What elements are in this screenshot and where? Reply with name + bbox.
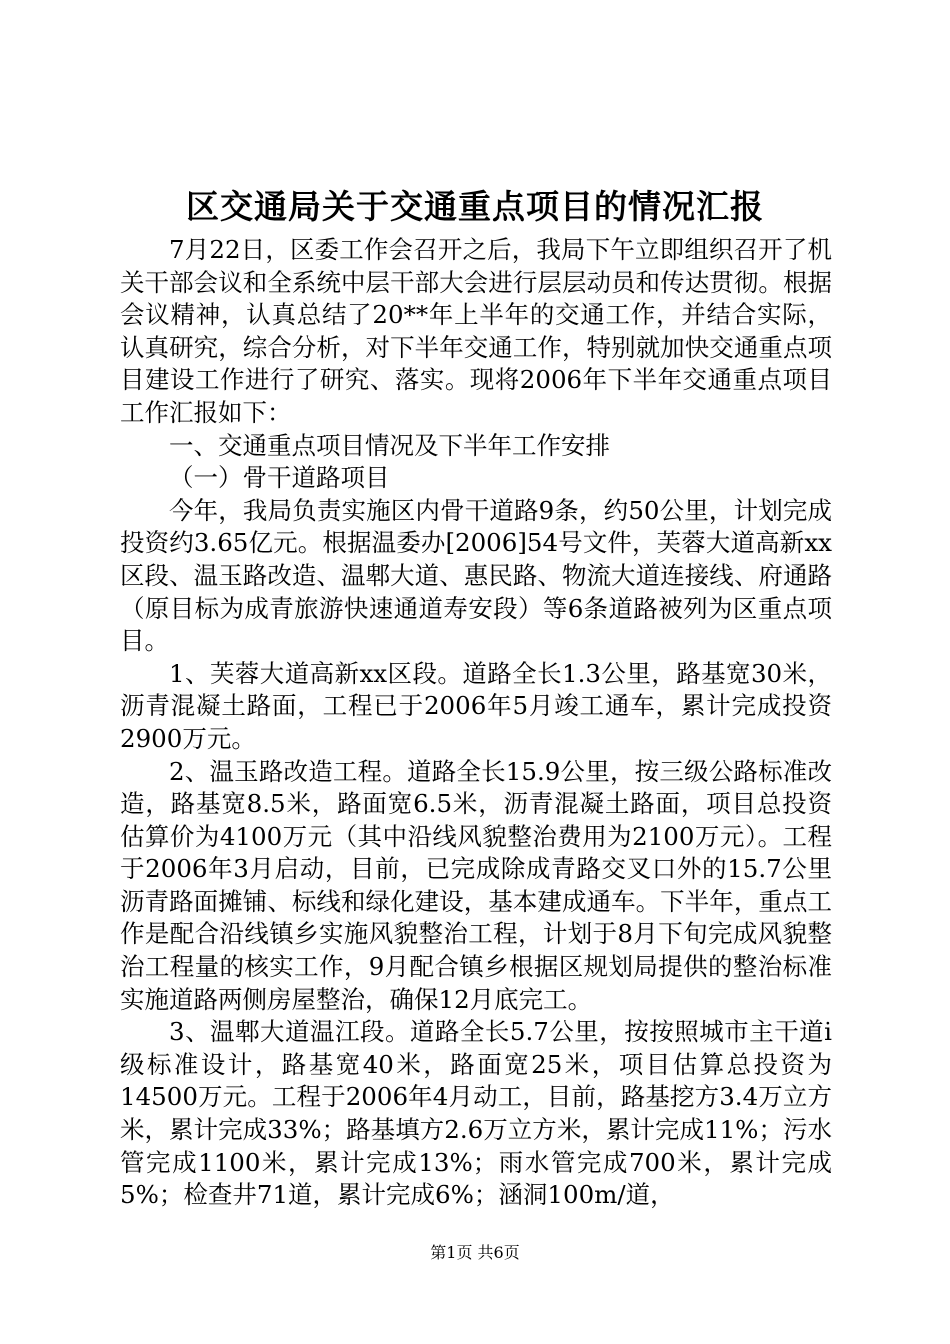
paragraph-overview: 今年，我局负责实施区内骨干道路9条，约50公里，计划完成投资约3.65亿元。根据温委办[2006]54号文件，芙蓉大道高新xx区段、温玉路改造、温郫大道、惠民路、物流大道连接线、府通路（原目标为成青旅游快速通道寿安段）等6条道路被列为区重点项目。 — [120, 495, 832, 656]
paragraph-item-1: 1、芙蓉大道高新xx区段。道路全长1.3公里，路基宽30米，沥青混凝土路面，工程已于2006年5月竣工通车，累计完成投资2900万元。 — [120, 658, 832, 753]
subsection-heading: （一）骨干道路项目 — [169, 463, 390, 493]
section-heading: 一、交通重点项目情况及下半年工作安排 — [169, 430, 610, 460]
paragraph-intro: 7月22日，区委工作会召开之后，我局下午立即组织召开了机关干部会议和全系统中层干部大会进行层层动员和传达贯彻。根据会议精神，认真总结了20**年上半年的交通工作，并结合实际，认真研究，综合分析，对下半年交通工作，特别就加快交通重点项目建设工作进行了研究、落实。现将2006年下半年交通重点项目工作汇报如下： — [120, 235, 832, 427]
document-title: 区交通局关于交通重点项目的情况汇报 — [186, 187, 764, 226]
paragraph-item-2: 2、温玉路改造工程。道路全长15.9公里，按三级公路标准改造，路基宽8.5米，路面宽6.5米，沥青混凝土路面，项目总投资估算价为4100万元（其中沿线风貌整治费用为2100万元）。工程于2006年3月启动，目前，已完成除成青路交叉口外的15.7公里沥青路面摊铺、标线和绿化建设，基本建成通车。下半年，重点工作是配合沿线镇乡实施风貌整治工程，计划于8月下旬完成风貌整治工程量的核实工作，9月配合镇乡根据区规划局提供的整治标准实施道路两侧房屋整治，确保12月底完工。 — [120, 756, 832, 1014]
document-body — [120, 234, 832, 1212]
page-footer: 第1页 共6页 — [430, 1243, 520, 1262]
paragraph-item-3: 3、温郫大道温江段。道路全长5.7公里，按按照城市主干道ⅰ级标准设计，路基宽40米，路面宽25米，项目估算总投资为14500万元。工程于2006年4月动工，目前，路基挖方3.4万立方米，累计完成33%；路基填方2.6万立方米，累计完成11%；污水管完成1100米，累计完成13%；雨水管完成700米，累计完成5%；检查井71道，累计完成6%；涵洞100m/道， — [120, 1017, 832, 1210]
